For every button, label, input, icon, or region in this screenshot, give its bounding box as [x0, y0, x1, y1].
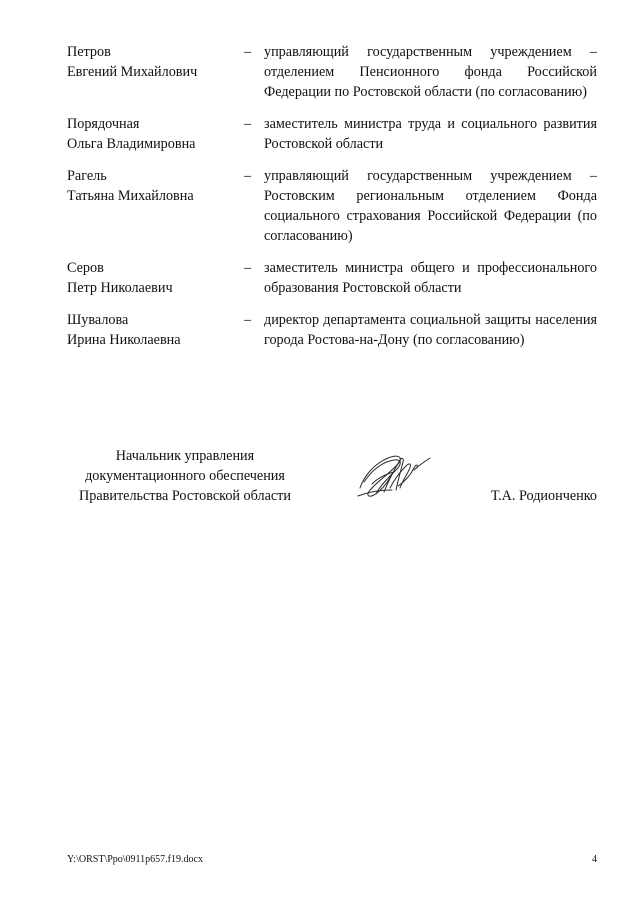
- member-dash: –: [243, 116, 252, 132]
- member-entry: [67, 310, 597, 350]
- member-entry: [67, 258, 597, 298]
- member-surname: Рагель: [67, 168, 107, 184]
- signatory-name: Т.А. Родионченко: [490, 488, 597, 504]
- member-entry: [67, 42, 597, 102]
- file-path: Y:\ORST\Ppo\0911p657.f19.docx: [67, 854, 203, 865]
- member-role: [264, 166, 597, 246]
- member-entry: [67, 114, 597, 154]
- member-role-note: (по согласованию): [412, 332, 525, 348]
- member-surname: Петров: [67, 44, 111, 60]
- members-list: [67, 42, 597, 362]
- page-number: 4: [592, 854, 597, 865]
- signatory-title-line: Правительства Ростовской области: [79, 488, 291, 504]
- member-name: [67, 114, 231, 154]
- handwritten-signature-icon: [354, 448, 436, 506]
- member-given-names: Петр Николаевич: [67, 280, 173, 296]
- signature-block: [67, 446, 597, 506]
- member-role: [264, 114, 597, 154]
- member-given-names: Ольга Владимировна: [67, 136, 196, 152]
- member-entry: [67, 166, 597, 246]
- member-surname: Порядочная: [67, 116, 140, 132]
- member-name: [67, 166, 231, 246]
- member-dash: –: [243, 44, 252, 60]
- member-name: [67, 42, 231, 102]
- member-dash: –: [243, 260, 252, 276]
- member-role-text: директор департамента социальной защиты населения города Ростова-на-Дону: [264, 312, 597, 348]
- member-role: [264, 310, 597, 350]
- member-dash: –: [243, 168, 252, 184]
- member-dash: –: [243, 312, 252, 328]
- member-given-names: Ирина Николаевна: [67, 332, 181, 348]
- page-footer: [67, 854, 597, 866]
- member-role: [264, 258, 597, 298]
- member-surname: Серов: [67, 260, 104, 276]
- member-given-names: Татьяна Михайловна: [67, 188, 194, 204]
- member-name: [67, 258, 231, 298]
- member-role-text: управляющий государственным учреждением – Ростовским региональным отделением Фонда социального страхования Российской Федерации: [264, 168, 597, 224]
- member-role: [264, 42, 597, 102]
- signatory-title: [67, 446, 303, 506]
- member-role-note: (по согласованию): [264, 208, 597, 244]
- member-role-text: заместитель министра труда и социального развития Ростовской области: [264, 116, 597, 152]
- member-role-text: управляющий государственным учреждением – отделением Пенсионного фонда Российской Федерации по Ростовской области: [264, 44, 597, 100]
- member-name: [67, 310, 231, 350]
- member-role-note: (по согласованию): [475, 84, 588, 100]
- member-role-text: заместитель министра общего и профессионального образования Ростовской области: [264, 260, 597, 296]
- member-surname: Шувалова: [67, 312, 129, 328]
- signatory-title-line: документационного обеспечения: [85, 468, 285, 484]
- member-given-names: Евгений Михайлович: [67, 64, 198, 80]
- signatory-title-line: Начальник управления: [115, 448, 255, 464]
